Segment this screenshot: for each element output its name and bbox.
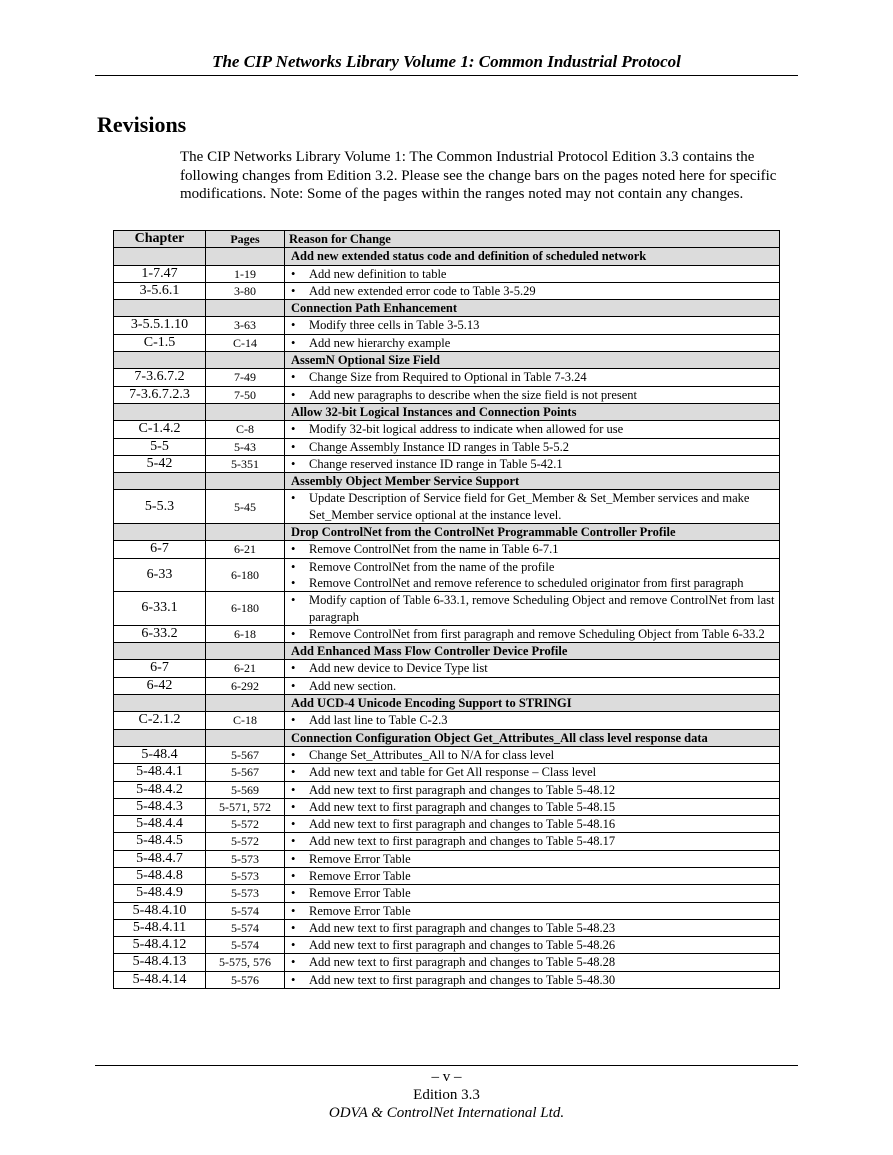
reason-bullet-item: • Remove Error Table [289,851,775,867]
header-rule [95,75,798,76]
table-row [114,781,780,798]
reason-cell [285,919,780,936]
reason-cell [285,386,780,403]
reason-bullet-item: • Add new extended error code to Table 3-5.29 [289,283,775,299]
pages-cell: C-8 [206,421,285,438]
reason-bullet-item: • Add new text to first paragraph and changes to Table 5-48.12 [289,782,775,798]
table-row [114,677,780,694]
chapter-cell: 5-42 [114,455,206,472]
section-heading: Revisions [97,112,187,137]
chapter-cell: 6-7 [114,660,206,677]
reason-bullet-item: • Add new text to first paragraph and changes to Table 5-48.17 [289,833,775,849]
table-row [114,798,780,815]
reason-bullet-item: • Change Set_Attributes_All to N/A for class level [289,747,775,763]
table-header-row [114,231,780,248]
chapter-cell: 5-48.4.2 [114,781,206,798]
chapter-cell: 5-48.4.5 [114,833,206,850]
chapter-cell: 6-7 [114,541,206,558]
reason-bullet-item: • Remove Error Table [289,885,775,901]
reason-cell [285,490,780,524]
pages-cell: 5-573 [206,885,285,902]
change-group-title: Allow 32-bit Logical Instances and Connection Points [285,403,780,420]
table-row [114,334,780,351]
reason-bullet-item: • Remove ControlNet from first paragraph and remove Scheduling Object from Table 6-33.2 [289,626,775,642]
pages-cell: 5-574 [206,902,285,919]
reason-bullet-item: • Add new text and table for Get All response – Class level [289,764,775,780]
reason-cell [285,455,780,472]
reason-bullet-item: • Add new hierarchy example [289,335,775,351]
reason-bullet-item: • Modify 32-bit logical address to indicate when allowed for use [289,421,775,437]
change-group-row [114,248,780,265]
reason-cell [285,334,780,351]
pages-cell: 5-571, 572 [206,798,285,815]
reason-bullet-item: • Add new text to first paragraph and changes to Table 5-48.16 [289,816,775,832]
chapter-cell: 5-48.4.3 [114,798,206,815]
group-chapter-cell [114,524,206,541]
pages-cell: 5-574 [206,937,285,954]
group-pages-cell [206,403,285,420]
reason-cell [285,421,780,438]
table-row [114,867,780,884]
reason-cell [285,317,780,334]
change-group-row [114,643,780,660]
table-row [114,902,780,919]
table-row [114,971,780,988]
table-row [114,421,780,438]
table-row [114,490,780,524]
chapter-cell: 5-48.4.10 [114,902,206,919]
table-row [114,850,780,867]
reason-cell [285,541,780,558]
group-pages-cell [206,248,285,265]
pages-cell: 5-43 [206,438,285,455]
running-header-title: The CIP Networks Library Volume 1: Common Industrial Protocol [212,52,681,71]
table-row [114,660,780,677]
table-row [114,937,780,954]
chapter-cell: 6-33.2 [114,625,206,642]
reason-cell [285,265,780,282]
reason-cell [285,625,780,642]
reason-bullet-item: • Remove ControlNet and remove reference to scheduled originator from first paragraph [289,575,775,591]
reason-cell [285,937,780,954]
chapter-cell: 5-48.4.1 [114,764,206,781]
chapter-cell: 3-5.5.1.10 [114,317,206,334]
reason-bullet-item: • Add new text to first paragraph and changes to Table 5-48.30 [289,972,775,988]
chapter-cell: C-1.4.2 [114,421,206,438]
table-row [114,592,780,626]
pages-cell: 7-49 [206,369,285,386]
group-pages-cell [206,729,285,746]
table-row [114,816,780,833]
reason-bullet-item: • Remove ControlNet from the name in Table 6-7.1 [289,541,775,557]
change-group-title: Add UCD-4 Unicode Encoding Support to STRINGI [285,695,780,712]
reason-bullet-item: • Add new text to first paragraph and changes to Table 5-48.15 [289,799,775,815]
change-group-title: Drop ControlNet from the ControlNet Programmable Controller Profile [285,524,780,541]
chapter-cell: 6-33.1 [114,592,206,626]
reason-bullet-item: • Remove Error Table [289,903,775,919]
group-pages-cell [206,300,285,317]
pages-cell: 5-576 [206,971,285,988]
column-header-pages: Pages [206,231,285,248]
table-row [114,282,780,299]
group-chapter-cell [114,695,206,712]
group-pages-cell [206,643,285,660]
group-pages-cell [206,695,285,712]
reason-bullet-item: • Change reserved instance ID range in Table 5-42.1 [289,456,775,472]
table-row [114,386,780,403]
table-row [114,712,780,729]
reason-bullet-item: • Remove ControlNet from the name of the profile [289,559,775,575]
chapter-cell: 5-48.4.13 [114,954,206,971]
reason-bullet-item: • Change Assembly Instance ID ranges in Table 5-5.2 [289,439,775,455]
reason-cell [285,902,780,919]
group-chapter-cell [114,403,206,420]
organization-name: ODVA & ControlNet International Ltd. [328,1105,565,1121]
reason-bullet-item: • Modify three cells in Table 3-5.13 [289,317,775,333]
reason-bullet-item: • Add new paragraphs to describe when the size field is not present [289,387,775,403]
reason-cell [285,885,780,902]
reason-cell [285,833,780,850]
reason-cell [285,746,780,763]
chapter-cell: 5-48.4.7 [114,850,206,867]
reason-bullet-item: • Add last line to Table C-2.3 [289,712,775,728]
reason-bullet-item: • Add new device to Device Type list [289,660,775,676]
reason-bullet-item: • Add new section. [289,678,775,694]
group-pages-cell [206,352,285,369]
reason-cell [285,592,780,626]
pages-cell: 5-45 [206,490,285,524]
chapter-cell: 5-48.4.8 [114,867,206,884]
pages-cell: 5-572 [206,833,285,850]
footer-rule [95,1065,798,1066]
pages-cell: 3-80 [206,282,285,299]
change-group-title: Add Enhanced Mass Flow Controller Device Profile [285,643,780,660]
reason-bullet-item: • Update Description of Service field for Get_Member & Set_Member services and make Set_Member service optional at the instance level. [289,490,775,523]
group-chapter-cell [114,352,206,369]
chapter-cell: 3-5.6.1 [114,282,206,299]
reason-cell [285,816,780,833]
reason-cell [285,558,780,592]
reason-cell [285,867,780,884]
pages-cell: 5-575, 576 [206,954,285,971]
pages-cell: 5-351 [206,455,285,472]
chapter-cell: 5-48.4.11 [114,919,206,936]
group-pages-cell [206,524,285,541]
chapter-cell: 6-42 [114,677,206,694]
group-pages-cell [206,473,285,490]
table-row [114,369,780,386]
pages-cell: 6-180 [206,558,285,592]
reason-cell [285,438,780,455]
page-number: – v – [431,1069,462,1085]
table-row [114,541,780,558]
column-header-chapter: Chapter [114,231,206,248]
table-row [114,455,780,472]
pages-cell: 1-19 [206,265,285,282]
chapter-cell: 5-48.4.4 [114,816,206,833]
pages-cell: C-14 [206,334,285,351]
pages-cell: 5-569 [206,781,285,798]
chapter-cell: 7-3.6.7.2 [114,369,206,386]
table-row [114,746,780,763]
chapter-cell: 1-7.47 [114,265,206,282]
pages-cell: 5-574 [206,919,285,936]
change-group-title: Add new extended status code and definition of scheduled network [285,248,780,265]
pages-cell: 5-572 [206,816,285,833]
pages-cell: 5-567 [206,764,285,781]
change-group-title: AssemN Optional Size Field [285,352,780,369]
group-chapter-cell [114,473,206,490]
table-row [114,954,780,971]
pages-cell: 6-18 [206,625,285,642]
pages-cell: 6-292 [206,677,285,694]
revisions-table [113,230,780,989]
edition-label: Edition 3.3 [413,1087,480,1103]
table-row [114,833,780,850]
pages-cell: 5-573 [206,850,285,867]
reason-cell [285,677,780,694]
table-row [114,885,780,902]
table-row [114,265,780,282]
reason-cell [285,954,780,971]
chapter-cell: 6-33 [114,558,206,592]
reason-bullet-item: • Change Size from Required to Optional in Table 7-3.24 [289,369,775,385]
pages-cell: 5-567 [206,746,285,763]
pages-cell: 7-50 [206,386,285,403]
chapter-cell: 5-48.4.14 [114,971,206,988]
group-chapter-cell [114,300,206,317]
table-row [114,317,780,334]
reason-bullet-item: • Add new text to first paragraph and changes to Table 5-48.23 [289,920,775,936]
pages-cell: 5-573 [206,867,285,884]
reason-cell [285,781,780,798]
column-header-reason: Reason for Change [285,231,780,248]
change-group-row [114,524,780,541]
reason-cell [285,798,780,815]
pages-cell: 6-21 [206,660,285,677]
table-row [114,438,780,455]
chapter-cell: 5-48.4 [114,746,206,763]
reason-cell [285,369,780,386]
pages-cell: 6-21 [206,541,285,558]
pages-cell: C-18 [206,712,285,729]
reason-cell [285,764,780,781]
table-row [114,764,780,781]
reason-cell [285,850,780,867]
chapter-cell: 5-5 [114,438,206,455]
table-row [114,625,780,642]
reason-cell [285,282,780,299]
reason-bullet-item: • Remove Error Table [289,868,775,884]
change-group-row [114,352,780,369]
pages-cell: 3-63 [206,317,285,334]
change-group-title: Assembly Object Member Service Support [285,473,780,490]
chapter-cell: 5-5.3 [114,490,206,524]
change-group-row [114,695,780,712]
chapter-cell: 5-48.4.12 [114,937,206,954]
change-group-title: Connection Configuration Object Get_Attributes_All class level response data [285,729,780,746]
change-group-title: Connection Path Enhancement [285,300,780,317]
change-group-row [114,403,780,420]
chapter-cell: C-2.1.2 [114,712,206,729]
reason-cell [285,712,780,729]
reason-bullet-item: • Modify caption of Table 6-33.1, remove Scheduling Object and remove ControlNet from last paragraph [289,592,775,625]
reason-bullet-item: • Add new text to first paragraph and changes to Table 5-48.28 [289,954,775,970]
group-chapter-cell [114,729,206,746]
chapter-cell: 7-3.6.7.2.3 [114,386,206,403]
change-group-row [114,473,780,490]
reason-bullet-item: • Add new definition to table [289,266,775,282]
intro-paragraph: The CIP Networks Library Volume 1: The Common Industrial Protocol Edition 3.3 contains the following changes from Edition 3.2. Please see the change bars on the pages noted here for specific modifications. Note: Some of the pages within the ranges noted may not contain any changes. [180,149,777,202]
revisions-table-body [114,248,780,989]
pages-cell: 6-180 [206,592,285,626]
reason-cell [285,971,780,988]
group-chapter-cell [114,248,206,265]
reason-cell [285,660,780,677]
table-row [114,558,780,592]
reason-bullet-item: • Add new text to first paragraph and changes to Table 5-48.26 [289,937,775,953]
group-chapter-cell [114,643,206,660]
change-group-row [114,729,780,746]
table-row [114,919,780,936]
chapter-cell: 5-48.4.9 [114,885,206,902]
chapter-cell: C-1.5 [114,334,206,351]
change-group-row [114,300,780,317]
